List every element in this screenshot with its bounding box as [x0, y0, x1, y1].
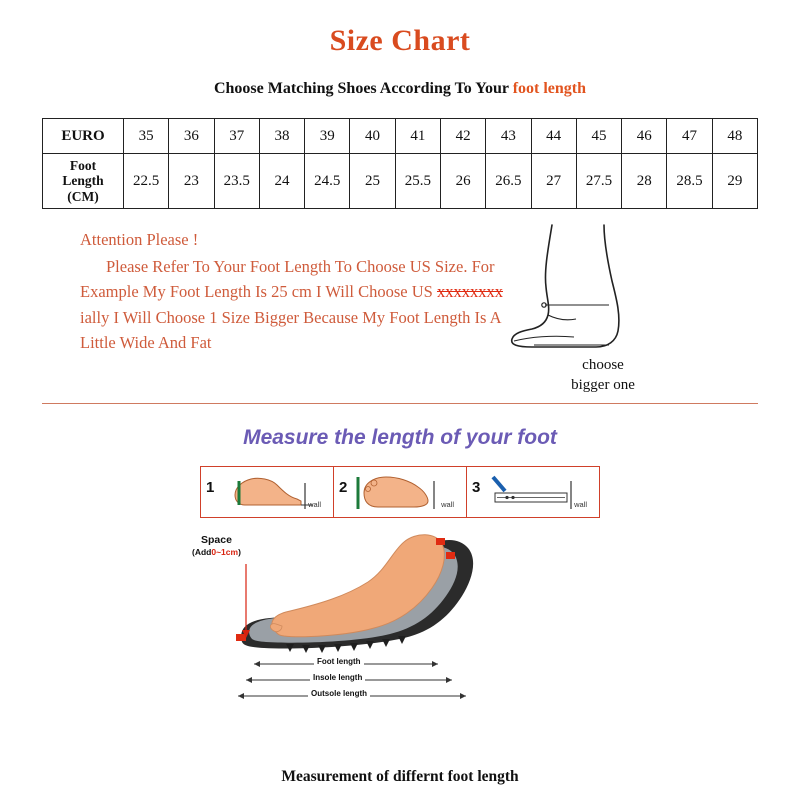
table-cell: 27	[531, 154, 576, 209]
table-cell: 26	[440, 154, 485, 209]
table-cell: 23.5	[214, 154, 259, 209]
attention-line-5: And Fat	[157, 333, 212, 353]
measure-step-2	[334, 467, 467, 517]
space-label-text: Space	[200, 534, 232, 546]
table-cell: 23	[169, 154, 214, 209]
attention-line-3a: Will Choose US	[325, 282, 437, 302]
foot-side-view-icon	[201, 467, 334, 517]
table-cell: 25	[350, 154, 395, 209]
table-cell: 37	[214, 119, 259, 154]
foot-measurement-diagram	[190, 524, 610, 714]
foot-in-shoe-illustration	[190, 524, 610, 714]
attention-block	[42, 227, 758, 397]
row-header-line2: Length	[62, 173, 104, 189]
table-cell: 29	[712, 154, 757, 209]
table-cell: 24	[259, 154, 304, 209]
table-cell: 44	[531, 119, 576, 154]
row-header-line1: Foot	[69, 158, 97, 174]
table-cell: 41	[395, 119, 440, 154]
subtitle-highlight: foot length	[512, 80, 587, 97]
step-number: 3	[472, 479, 481, 496]
measure-section-title: Measure the length of your foot	[243, 426, 557, 449]
table-cell: 43	[486, 119, 531, 154]
table-cell: 28	[622, 154, 667, 209]
step-wall-label: wall	[308, 500, 321, 509]
table-cell: 35	[124, 119, 169, 154]
foot-outline-icon	[504, 223, 734, 363]
space-add-prefix: (Add	[192, 546, 212, 557]
space-add-suffix: )	[238, 546, 241, 557]
space-label	[192, 534, 241, 557]
table-row-foot-length	[43, 154, 758, 209]
measure-steps	[200, 466, 600, 518]
table-cell: 27.5	[576, 154, 621, 209]
table-cell: 46	[622, 119, 667, 154]
size-table-wrapper	[42, 118, 758, 209]
choose-bigger-note	[518, 355, 688, 396]
table-cell: 25.5	[395, 154, 440, 209]
step-number: 1	[206, 479, 215, 496]
subtitle-prefix: Choose Matching Shoes According To Your	[213, 80, 513, 97]
dimension-label-foot-length: Foot length	[314, 657, 364, 666]
diagram-caption: Measurement of differnt foot length	[281, 768, 519, 785]
table-cell: 42	[440, 119, 485, 154]
step-wall-label: wall	[574, 500, 587, 509]
row-header-line3: (CM)	[67, 188, 99, 204]
table-cell: 24.5	[305, 154, 350, 209]
row-header-euro: EURO	[43, 119, 124, 154]
foot-top-view-icon	[334, 467, 467, 517]
row-header-foot-length	[43, 154, 124, 209]
ruler-measure-icon	[467, 467, 600, 517]
table-cell: 48	[712, 119, 757, 154]
space-add-range: 0~1cm	[211, 546, 239, 557]
table-cell: 40	[350, 119, 395, 154]
table-row-euro	[43, 119, 758, 154]
attention-line-1: Please Refer To Your Foot Length To Choose	[106, 256, 406, 276]
attention-text	[42, 227, 510, 356]
choose-note-line1: choose	[582, 357, 624, 373]
attention-heading: Attention Please !	[80, 230, 199, 249]
measure-step-1	[201, 467, 334, 517]
table-cell: 28.5	[667, 154, 712, 209]
attention-strikethrough: xxxxxxxx	[436, 282, 503, 302]
page-title: Size Chart	[329, 24, 471, 57]
attention-line-4: Bigger Because My Foot Length Is A Little Wide	[80, 307, 501, 353]
table-cell: 22.5	[124, 154, 169, 209]
table-cell: 26.5	[486, 154, 531, 209]
attention-line-3b: ially I Will Choose 1 Size	[80, 307, 250, 327]
dimension-label-insole-length: Insole length	[310, 673, 365, 682]
table-cell: 36	[169, 119, 214, 154]
attention-body	[80, 254, 510, 356]
table-cell: 47	[667, 119, 712, 154]
step-number: 2	[339, 479, 348, 496]
measure-step-3	[467, 467, 599, 517]
table-cell: 45	[576, 119, 621, 154]
table-cell: 38	[259, 119, 304, 154]
choose-note-line2: bigger one	[571, 377, 635, 394]
page-subtitle	[0, 58, 800, 98]
dimension-label-outsole-length: Outsole length	[308, 689, 370, 698]
size-table	[42, 118, 758, 209]
space-add-text	[192, 547, 241, 557]
step-wall-label: wall	[441, 500, 454, 509]
attention-line-2: US Size. For Example My Foot Length Is 25 cm I	[80, 256, 495, 302]
table-cell: 39	[305, 119, 350, 154]
foot-sketch-illustration	[504, 223, 734, 363]
